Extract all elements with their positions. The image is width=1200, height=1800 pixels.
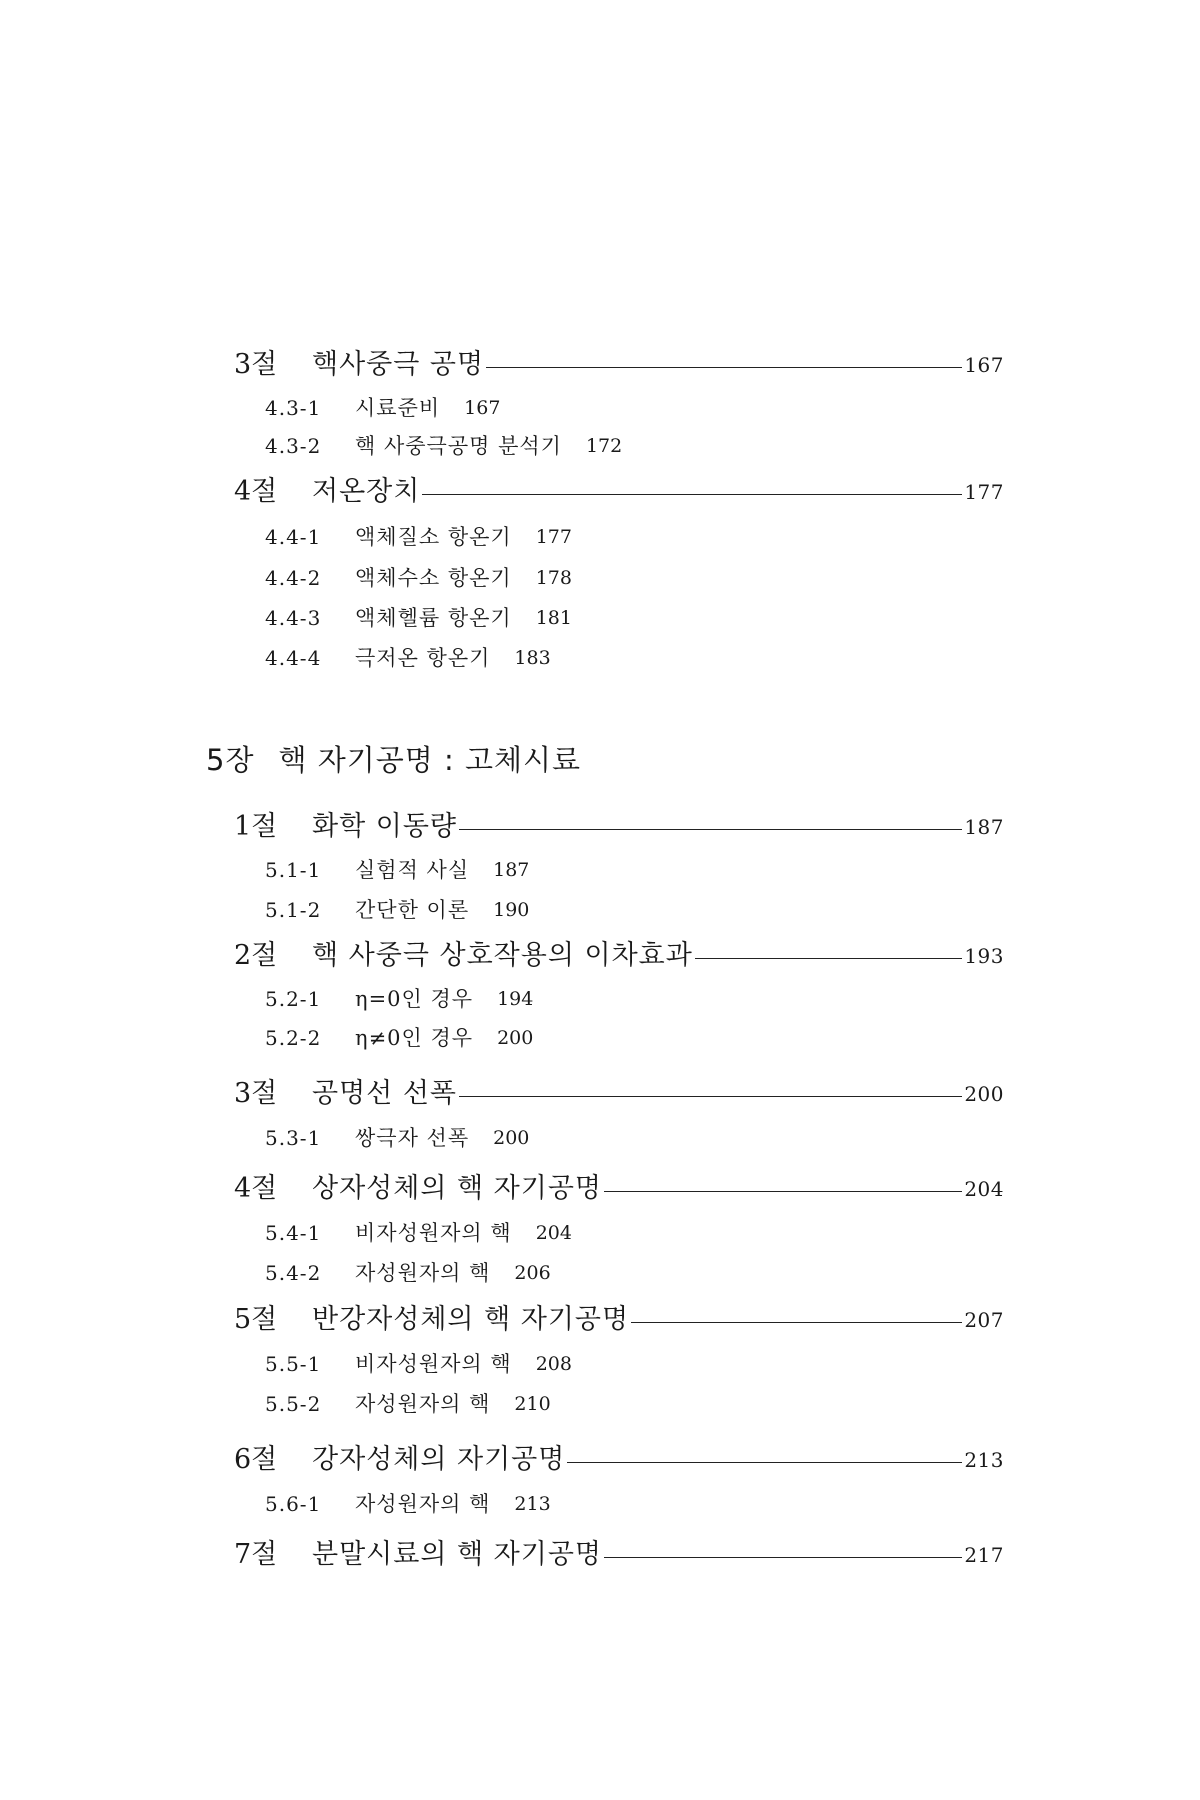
entry-page-number: 206 xyxy=(514,1262,551,1284)
entry-page-number: 194 xyxy=(497,988,534,1010)
entry-page-number: 204 xyxy=(535,1222,572,1244)
entry-title: 실험적 사실 xyxy=(355,858,470,882)
entry-page-number: 187 xyxy=(964,815,1004,839)
entry-number: 5.5-2 xyxy=(265,1392,322,1416)
entry-title: 자성원자의 핵 xyxy=(355,1261,491,1285)
entry-page-number: 177 xyxy=(535,526,572,548)
entry-page-number: 177 xyxy=(964,480,1004,504)
entry-page-number: 200 xyxy=(497,1027,534,1049)
entry-page-number: 208 xyxy=(535,1353,572,1375)
entry-title: 액체수소 항온기 xyxy=(355,566,512,590)
entry-title: 비자성원자의 핵 xyxy=(355,1352,512,1376)
entry-title: 쌍극자 선폭 xyxy=(355,1126,470,1150)
leader-line xyxy=(631,1322,962,1323)
entry-title: 자성원자의 핵 xyxy=(355,1492,491,1516)
leader-line xyxy=(459,1096,962,1097)
entry-number: 4.4-2 xyxy=(265,566,322,590)
entry-title: 핵 사중극공명 분석기 xyxy=(355,434,562,458)
entry-page-number: 167 xyxy=(964,353,1004,377)
toc-subsection-entry xyxy=(265,856,529,884)
toc-subsection-entry xyxy=(265,1490,551,1518)
entry-page-number: 213 xyxy=(964,1448,1004,1472)
entry-page-number: 200 xyxy=(493,1127,530,1149)
toc-subsection-entry xyxy=(265,1390,551,1418)
toc-section-entry xyxy=(234,1172,1004,1206)
entry-title: 간단한 이론 xyxy=(355,898,470,922)
toc-section-entry xyxy=(234,1443,1004,1477)
entry-number: 5.5-1 xyxy=(265,1352,322,1376)
chapter-heading xyxy=(206,741,581,779)
toc-section-entry xyxy=(234,810,1004,844)
entry-title: η=0인 경우 xyxy=(355,987,474,1011)
leader-line xyxy=(604,1557,962,1558)
entry-title: 비자성원자의 핵 xyxy=(355,1221,512,1245)
entry-page-number: 200 xyxy=(964,1082,1004,1106)
toc-subsection-entry xyxy=(265,896,529,924)
chapter-number: 5장 xyxy=(206,743,255,777)
entry-title: 액체헬륨 항온기 xyxy=(355,606,512,630)
toc-section-entry xyxy=(234,1538,1004,1572)
entry-number: 5.2-1 xyxy=(265,987,322,1011)
entry-number: 3절 xyxy=(234,349,278,380)
toc-section-entry xyxy=(234,348,1004,382)
entry-number: 2절 xyxy=(234,940,278,971)
leader-line xyxy=(604,1191,962,1192)
entry-page-number: 172 xyxy=(585,435,623,457)
entry-title: 상자성체의 핵 자기공명 xyxy=(312,1173,602,1204)
entry-page-number: 213 xyxy=(514,1493,551,1515)
entry-title: 극저온 항온기 xyxy=(355,646,491,670)
entry-number: 5.4-1 xyxy=(265,1221,322,1245)
leader-line xyxy=(567,1462,962,1463)
toc-subsection-entry xyxy=(265,985,533,1013)
entry-page-number: 187 xyxy=(493,859,530,881)
entry-page-number: 207 xyxy=(964,1308,1004,1332)
toc-subsection-entry xyxy=(265,1219,572,1247)
toc-subsection-entry xyxy=(265,1350,572,1378)
toc-subsection-entry xyxy=(265,564,572,592)
toc-section-entry xyxy=(234,1077,1004,1111)
entry-page-number: 193 xyxy=(964,944,1004,968)
toc-section-entry xyxy=(234,1303,1004,1337)
entry-page-number: 167 xyxy=(464,397,501,419)
leader-line xyxy=(422,494,962,495)
entry-page-number: 181 xyxy=(535,607,572,629)
entry-number: 5.2-2 xyxy=(265,1026,322,1050)
entry-title: 저온장치 xyxy=(312,476,421,507)
entry-page-number: 210 xyxy=(514,1393,551,1415)
toc-subsection-entry xyxy=(265,604,572,632)
entry-number: 4.4-4 xyxy=(265,646,322,670)
entry-page-number: 217 xyxy=(964,1543,1004,1567)
entry-title: η≠0인 경우 xyxy=(355,1026,474,1050)
toc-section-entry xyxy=(234,475,1004,509)
entry-title: 강자성체의 자기공명 xyxy=(312,1444,566,1475)
toc-subsection-entry xyxy=(265,432,622,460)
chapter-title: 핵 자기공명 : 고체시료 xyxy=(278,743,582,777)
toc-subsection-entry xyxy=(265,523,572,551)
toc-subsection-entry xyxy=(265,1024,533,1052)
toc-subsection-entry xyxy=(265,644,551,672)
entry-title: 액체질소 항온기 xyxy=(355,525,512,549)
entry-number: 5.6-1 xyxy=(265,1492,322,1516)
entry-number: 4절 xyxy=(234,1173,278,1204)
entry-title: 시료준비 xyxy=(355,396,441,420)
entry-page-number: 204 xyxy=(964,1177,1004,1201)
entry-number: 4.3-1 xyxy=(265,396,322,420)
toc-section-entry xyxy=(234,939,1004,973)
entry-title: 화학 이동량 xyxy=(312,811,457,842)
entry-page-number: 178 xyxy=(535,567,572,589)
leader-line xyxy=(486,367,962,368)
entry-number: 4.4-3 xyxy=(265,606,322,630)
leader-line xyxy=(695,958,962,959)
entry-number: 5.4-2 xyxy=(265,1261,322,1285)
entry-number: 3절 xyxy=(234,1078,278,1109)
entry-number: 7절 xyxy=(234,1539,278,1570)
entry-page-number: 183 xyxy=(514,647,551,669)
entry-number: 4.3-2 xyxy=(265,434,322,458)
entry-number: 4절 xyxy=(234,476,278,507)
entry-number: 5.1-1 xyxy=(265,858,322,882)
toc-subsection-entry xyxy=(265,1124,529,1152)
entry-number: 5절 xyxy=(234,1304,278,1335)
entry-title: 공명선 선폭 xyxy=(312,1078,457,1109)
toc-subsection-entry xyxy=(265,394,500,422)
entry-number: 6절 xyxy=(234,1444,278,1475)
entry-title: 자성원자의 핵 xyxy=(355,1392,491,1416)
entry-title: 핵 사중극 상호작용의 이차효과 xyxy=(312,940,693,971)
entry-number: 1절 xyxy=(234,811,278,842)
entry-number: 5.1-2 xyxy=(265,898,322,922)
toc-subsection-entry xyxy=(265,1259,551,1287)
entry-title: 분말시료의 핵 자기공명 xyxy=(312,1539,602,1570)
entry-title: 반강자성체의 핵 자기공명 xyxy=(312,1304,630,1335)
entry-title: 핵사중극 공명 xyxy=(312,349,485,380)
leader-line xyxy=(459,829,962,830)
entry-page-number: 190 xyxy=(493,899,530,921)
entry-number: 4.4-1 xyxy=(265,525,322,549)
entry-number: 5.3-1 xyxy=(265,1126,322,1150)
